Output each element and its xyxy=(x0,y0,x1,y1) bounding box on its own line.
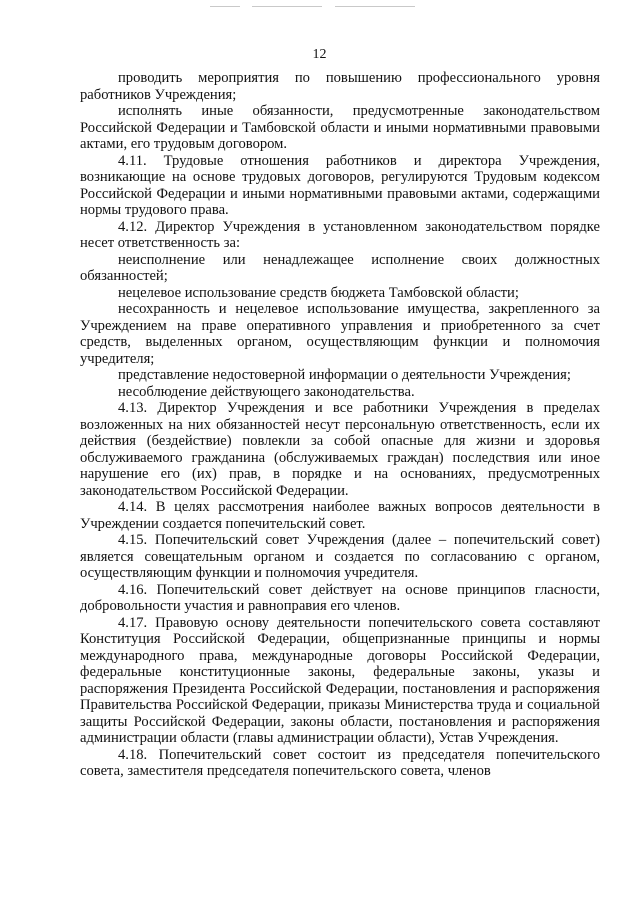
paragraph-4-15: 4.15. Попечительский совет Учреждения (далее – попечительский совет) является совещательным органом и создается по согласованию с органом, осуществляющим функции и полномочия учредителя. xyxy=(80,532,600,581)
scan-artifact xyxy=(252,6,322,7)
paragraph: представление недостоверной информации о деятельности Учреждения; xyxy=(118,367,571,383)
paragraph-4-12: 4.12. Директор Учреждения в установленном законодательством порядке несет ответственность за: xyxy=(80,218,600,251)
scan-artifact xyxy=(335,6,415,7)
paragraph-4-14: 4.14. В целях рассмотрения наиболее важных вопросов деятельности в Учреждении создается попечительский совет. xyxy=(80,499,600,532)
document-body xyxy=(80,70,600,780)
paragraph: исполнять иные обязанности, предусмотренные законодательством Российской Федерации и Тамбовской области и иными нормативными правовыми актами, его трудовым договором. xyxy=(80,103,600,152)
paragraph: неисполнение или ненадлежащее исполнение своих должностных обязанностей; xyxy=(80,251,600,284)
paragraph-4-17: 4.17. Правовую основу деятельности попечительского совета составляют Конституция Российской Федерации, общепризнанные принципы и нормы международного права, международные договоры Российской Федерации, федеральные конституционные законы, федеральные законы, указы и распоряжения Президента Российской Федерации, постановления и распоряжения Правительства Российской Федерации, приказы Министерства труда и социальной защиты Российской Федерации, законы области, постановления и распоряжения администрации области (главы администрации области), Устав Учреждения. xyxy=(80,614,600,746)
paragraph: несохранность и нецелевое использование имущества, закрепленного за Учреждением на праве оперативного управления и приобретенного за счет средств, выделенных органом, осуществляющим функции и полномочия учредителя; xyxy=(80,301,600,367)
scan-artifact xyxy=(210,6,240,7)
paragraph: проводить мероприятия по повышению профессионального уровня работников Учреждения; xyxy=(80,70,600,103)
page-number: 12 xyxy=(312,47,327,62)
paragraph: нецелевое использование средств бюджета Тамбовской области; xyxy=(118,284,519,301)
paragraph-4-16: 4.16. Попечительский совет действует на основе принципов гласности, добровольности участия и равноправия его членов. xyxy=(80,581,600,614)
paragraph-4-18: 4.18. Попечительский совет состоит из председателя попечительского совета, заместителя председателя попечительского совета, членов xyxy=(80,746,600,779)
paragraph-4-11: 4.11. Трудовые отношения работников и директора Учреждения, возникающие на основе трудовых договоров, регулируются Трудовым кодексом Российской Федерации и иными нормативными правовыми актами, содержащими нормы трудового права. xyxy=(80,152,600,218)
paragraph: несоблюдение действующего законодательства. xyxy=(118,383,415,400)
paragraph-4-13: 4.13. Директор Учреждения и все работники Учреждения в пределах возложенных на них обязанностей несут персональную ответственность, если их действия (бездействие) повлекли за собой опасные для жизни и здоровья обслуживаемого гражданина (обслуживаемых граждан) последствия или иное нарушение его (их) прав, в порядке и на основаниях, предусмотренных законодательством Российской Федерации. xyxy=(80,400,600,499)
